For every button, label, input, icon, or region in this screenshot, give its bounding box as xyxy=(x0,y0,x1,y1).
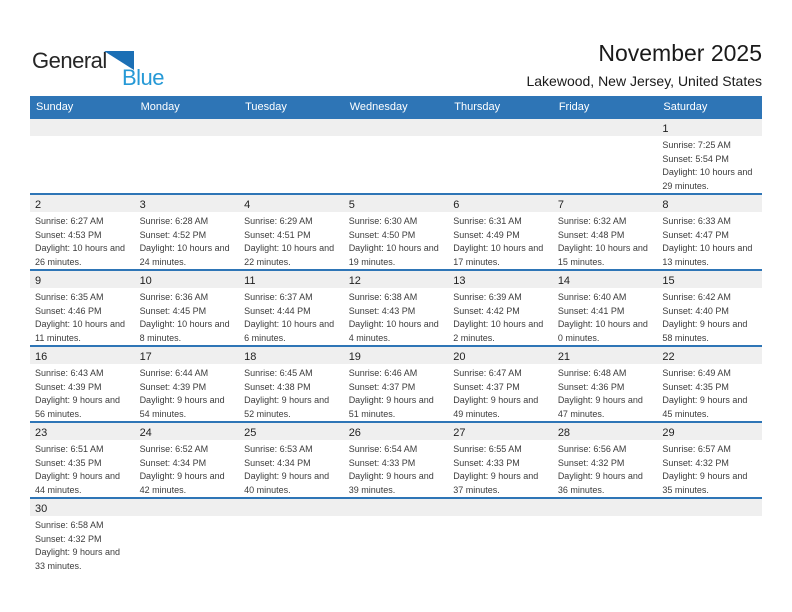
day-cell-details xyxy=(30,364,135,421)
daylight-text: Daylight: 9 hours and 37 minutes. xyxy=(453,471,539,495)
daylight-text: Daylight: 10 hours and 17 minutes. xyxy=(453,243,544,267)
calendar-empty-cell xyxy=(553,118,658,194)
daylight-text: Daylight: 10 hours and 15 minutes. xyxy=(557,243,648,267)
day-cell-details xyxy=(553,364,658,421)
daylight-text: Daylight: 10 hours and 29 minutes. xyxy=(662,167,753,191)
day-cell-details xyxy=(448,288,553,345)
sunset-text: Sunset: 4:33 PM xyxy=(348,457,416,468)
sunrise-text: Sunrise: 6:42 AM xyxy=(662,292,731,302)
daylight-text: Daylight: 9 hours and 54 minutes. xyxy=(139,395,225,419)
calendar-empty-cell xyxy=(135,498,240,582)
calendar-day-cell xyxy=(657,270,762,346)
calendar-day-cell xyxy=(553,422,658,498)
sunset-text: Sunset: 4:36 PM xyxy=(557,381,625,392)
day-number-strip xyxy=(239,347,344,364)
calendar-day-cell xyxy=(135,270,240,346)
day-number: 12 xyxy=(348,275,361,287)
calendar-day-cell xyxy=(553,194,658,270)
calendar-week-row xyxy=(30,270,762,346)
day-number-strip xyxy=(553,347,658,364)
day-cell-details xyxy=(344,212,449,269)
calendar-day-cell xyxy=(657,194,762,270)
daylight-text: Daylight: 10 hours and 26 minutes. xyxy=(35,243,126,267)
calendar-week-row xyxy=(30,194,762,270)
day-cell-details xyxy=(30,288,135,345)
day-number: 3 xyxy=(139,199,146,211)
day-number-strip xyxy=(448,119,553,136)
sunrise-text: Sunrise: 6:38 AM xyxy=(348,292,418,302)
day-number: 4 xyxy=(244,199,251,211)
sunrise-text: Sunrise: 6:53 AM xyxy=(244,444,313,454)
sunset-text: Sunset: 4:46 PM xyxy=(35,305,102,316)
sunrise-text: Sunrise: 6:32 AM xyxy=(557,216,627,226)
daylight-text: Daylight: 10 hours and 22 minutes. xyxy=(244,243,335,267)
calendar-day-cell xyxy=(553,270,658,346)
day-cell-details xyxy=(553,288,658,345)
weekday-header-friday: Friday xyxy=(553,96,658,118)
sunrise-text: Sunrise: 6:35 AM xyxy=(35,292,104,302)
day-cell-details xyxy=(135,288,240,345)
sunset-text: Sunset: 4:51 PM xyxy=(244,229,311,240)
daylight-text: Daylight: 9 hours and 49 minutes. xyxy=(453,395,539,419)
sunset-text: Sunset: 4:49 PM xyxy=(453,229,520,240)
day-number: 5 xyxy=(348,199,355,211)
calendar-week-row xyxy=(30,498,762,582)
weekday-header-sunday: Sunday xyxy=(30,96,135,118)
day-number-strip xyxy=(239,423,344,440)
day-number-strip xyxy=(344,347,449,364)
day-number: 15 xyxy=(662,275,675,287)
calendar-day-cell xyxy=(239,422,344,498)
sunrise-text: Sunrise: 6:49 AM xyxy=(662,368,731,378)
daylight-text: Daylight: 10 hours and 6 minutes. xyxy=(244,319,335,343)
daylight-text: Daylight: 9 hours and 35 minutes. xyxy=(662,471,748,495)
sunrise-text: Sunrise: 6:58 AM xyxy=(35,520,104,530)
day-number: 2 xyxy=(35,199,42,211)
daylight-text: Daylight: 10 hours and 0 minutes. xyxy=(557,319,648,343)
day-number: 25 xyxy=(244,427,257,439)
daylight-text: Daylight: 9 hours and 45 minutes. xyxy=(662,395,748,419)
day-number-strip xyxy=(135,119,240,136)
day-number-strip xyxy=(553,195,658,212)
day-number-strip xyxy=(553,119,658,136)
day-number-strip xyxy=(553,499,658,516)
calendar-day-cell xyxy=(135,422,240,498)
daylight-text: Daylight: 9 hours and 36 minutes. xyxy=(557,471,643,495)
daylight-text: Daylight: 10 hours and 8 minutes. xyxy=(139,319,230,343)
page-header xyxy=(0,0,792,96)
sunrise-text: Sunrise: 6:54 AM xyxy=(348,444,418,454)
day-number-strip xyxy=(448,499,553,516)
calendar-week-row xyxy=(30,118,762,194)
calendar-day-cell xyxy=(448,346,553,422)
daylight-text: Daylight: 10 hours and 4 minutes. xyxy=(348,319,439,343)
daylight-text: Daylight: 9 hours and 33 minutes. xyxy=(35,547,121,571)
calendar-day-cell xyxy=(30,194,135,270)
calendar-empty-cell xyxy=(135,118,240,194)
calendar-day-cell xyxy=(344,422,449,498)
day-number-strip xyxy=(657,499,762,516)
day-number: 23 xyxy=(35,427,48,439)
day-number-strip xyxy=(344,195,449,212)
day-cell-details xyxy=(657,212,762,269)
weekday-header-saturday: Saturday xyxy=(657,96,762,118)
day-number: 18 xyxy=(244,351,257,363)
sunset-text: Sunset: 4:44 PM xyxy=(244,305,311,316)
sunrise-text: Sunrise: 6:44 AM xyxy=(139,368,209,378)
sunrise-text: Sunrise: 6:39 AM xyxy=(453,292,522,302)
weekday-header-monday: Monday xyxy=(135,96,240,118)
calendar-day-cell xyxy=(239,194,344,270)
day-number-strip xyxy=(239,271,344,288)
day-number-strip xyxy=(657,195,762,212)
sunset-text: Sunset: 4:50 PM xyxy=(348,229,416,240)
calendar-day-cell xyxy=(344,346,449,422)
sunrise-text: Sunrise: 6:47 AM xyxy=(453,368,522,378)
day-number-strip xyxy=(135,347,240,364)
sunrise-text: Sunrise: 6:57 AM xyxy=(662,444,731,454)
day-number: 7 xyxy=(557,199,564,211)
calendar-day-cell xyxy=(553,346,658,422)
sunset-text: Sunset: 4:52 PM xyxy=(139,229,207,240)
calendar-day-cell xyxy=(657,118,762,194)
weekday-header-tuesday: Tuesday xyxy=(239,96,344,118)
day-number-strip xyxy=(135,271,240,288)
day-number: 30 xyxy=(35,503,48,515)
sunset-text: Sunset: 4:38 PM xyxy=(244,381,311,392)
calendar-week-row xyxy=(30,422,762,498)
day-cell-details xyxy=(135,440,240,497)
sunrise-text: Sunrise: 6:33 AM xyxy=(662,216,731,226)
sunset-text: Sunset: 4:48 PM xyxy=(557,229,625,240)
day-number: 28 xyxy=(557,427,571,439)
calendar-table xyxy=(30,96,762,582)
sunset-text: Sunset: 4:33 PM xyxy=(453,457,520,468)
day-cell-details xyxy=(657,136,762,193)
calendar-empty-cell xyxy=(30,118,135,194)
day-cell-details xyxy=(239,440,344,497)
sunrise-text: Sunrise: 6:37 AM xyxy=(244,292,313,302)
daylight-text: Daylight: 10 hours and 19 minutes. xyxy=(348,243,439,267)
day-number: 27 xyxy=(453,427,466,439)
sunrise-text: Sunrise: 6:30 AM xyxy=(348,216,418,226)
logo-text-blue: Blue xyxy=(121,65,164,90)
day-number-strip xyxy=(657,347,762,364)
day-number-strip xyxy=(553,423,658,440)
day-cell-details xyxy=(30,440,135,497)
sunset-text: Sunset: 4:37 PM xyxy=(348,381,416,392)
day-cell-details xyxy=(30,212,135,269)
day-number: 21 xyxy=(557,351,571,363)
day-cell-details xyxy=(135,364,240,421)
sunset-text: Sunset: 4:32 PM xyxy=(662,457,729,468)
sunrise-text: Sunrise: 6:29 AM xyxy=(244,216,313,226)
weekday-header-thursday: Thursday xyxy=(448,96,553,118)
calendar-empty-cell xyxy=(448,498,553,582)
daylight-text: Daylight: 9 hours and 56 minutes. xyxy=(35,395,121,419)
day-cell-details xyxy=(657,288,762,345)
weekday-header xyxy=(30,96,762,118)
sunrise-text: Sunrise: 7:25 AM xyxy=(662,140,731,150)
day-number: 20 xyxy=(453,351,466,363)
day-number: 11 xyxy=(244,275,256,287)
day-number: 26 xyxy=(348,427,361,439)
day-number-strip xyxy=(239,195,344,212)
day-number: 6 xyxy=(453,199,460,211)
sunset-text: Sunset: 4:42 PM xyxy=(453,305,520,316)
daylight-text: Daylight: 10 hours and 11 minutes. xyxy=(35,319,126,343)
day-cell-details xyxy=(553,440,658,497)
daylight-text: Daylight: 10 hours and 24 minutes. xyxy=(139,243,230,267)
sunrise-text: Sunrise: 6:55 AM xyxy=(453,444,522,454)
day-number: 9 xyxy=(35,275,42,287)
daylight-text: Daylight: 9 hours and 39 minutes. xyxy=(348,471,434,495)
day-number-strip xyxy=(448,347,553,364)
day-number-strip xyxy=(30,347,135,364)
day-cell-details xyxy=(239,364,344,421)
calendar-day-cell xyxy=(448,422,553,498)
day-cell-details xyxy=(344,440,449,497)
sunset-text: Sunset: 4:34 PM xyxy=(244,457,311,468)
calendar-day-cell xyxy=(344,270,449,346)
sunrise-text: Sunrise: 6:45 AM xyxy=(244,368,313,378)
sunrise-text: Sunrise: 6:51 AM xyxy=(35,444,104,454)
daylight-text: Daylight: 9 hours and 58 minutes. xyxy=(662,319,748,343)
sunrise-text: Sunrise: 6:31 AM xyxy=(453,216,522,226)
day-cell-details xyxy=(448,440,553,497)
sunrise-text: Sunrise: 6:36 AM xyxy=(139,292,209,302)
location-subtitle: Lakewood, New Jersey, United States xyxy=(526,73,762,89)
day-cell-details xyxy=(344,364,449,421)
day-number-strip xyxy=(30,423,135,440)
calendar-day-cell xyxy=(239,346,344,422)
calendar-day-cell xyxy=(30,270,135,346)
sunrise-text: Sunrise: 6:28 AM xyxy=(139,216,209,226)
calendar-empty-cell xyxy=(344,118,449,194)
day-number: 17 xyxy=(139,351,152,363)
daylight-text: Daylight: 10 hours and 13 minutes. xyxy=(662,243,753,267)
day-cell-details xyxy=(657,364,762,421)
sunset-text: Sunset: 4:43 PM xyxy=(348,305,416,316)
sunrise-text: Sunrise: 6:52 AM xyxy=(139,444,209,454)
day-number-strip xyxy=(30,119,135,136)
sunset-text: Sunset: 4:32 PM xyxy=(557,457,625,468)
calendar-day-cell xyxy=(30,346,135,422)
calendar-day-cell xyxy=(30,422,135,498)
sunset-text: Sunset: 4:53 PM xyxy=(35,229,102,240)
day-number-strip xyxy=(135,423,240,440)
day-number-strip xyxy=(239,119,344,136)
day-number-strip xyxy=(344,423,449,440)
sunset-text: Sunset: 4:34 PM xyxy=(139,457,207,468)
day-number-strip xyxy=(239,499,344,516)
day-number-strip xyxy=(448,423,553,440)
day-cell-details xyxy=(344,288,449,345)
sunset-text: Sunset: 4:40 PM xyxy=(662,305,729,316)
day-number-strip xyxy=(657,119,762,136)
day-number-strip xyxy=(30,271,135,288)
sunrise-text: Sunrise: 6:46 AM xyxy=(348,368,418,378)
calendar-empty-cell xyxy=(239,118,344,194)
calendar-day-cell xyxy=(657,422,762,498)
day-number-strip xyxy=(344,499,449,516)
calendar-empty-cell xyxy=(553,498,658,582)
calendar-empty-cell xyxy=(448,118,553,194)
sunset-text: Sunset: 4:45 PM xyxy=(139,305,207,316)
calendar-day-cell xyxy=(30,498,135,582)
day-number: 24 xyxy=(139,427,152,439)
day-number-strip xyxy=(448,195,553,212)
day-number: 19 xyxy=(348,351,361,363)
calendar-day-cell xyxy=(135,346,240,422)
day-number-strip xyxy=(448,271,553,288)
day-number-strip xyxy=(135,499,240,516)
logo-text-general: General xyxy=(32,48,107,73)
weekday-header-wednesday: Wednesday xyxy=(344,96,449,118)
sunset-text: Sunset: 4:32 PM xyxy=(35,533,102,544)
general-blue-logo xyxy=(32,50,164,89)
page-title: November 2025 xyxy=(598,40,762,66)
day-number: 8 xyxy=(662,199,669,211)
daylight-text: Daylight: 10 hours and 2 minutes. xyxy=(453,319,544,343)
sunset-text: Sunset: 4:39 PM xyxy=(139,381,207,392)
day-cell-details xyxy=(30,516,135,573)
sunrise-text: Sunrise: 6:43 AM xyxy=(35,368,104,378)
calendar-empty-cell xyxy=(239,498,344,582)
calendar-day-cell xyxy=(657,346,762,422)
sunset-text: Sunset: 4:35 PM xyxy=(35,457,102,468)
day-number: 22 xyxy=(662,351,675,363)
day-number: 10 xyxy=(139,275,152,287)
day-number-strip xyxy=(657,423,762,440)
sunrise-text: Sunrise: 6:48 AM xyxy=(557,368,627,378)
calendar-body xyxy=(30,118,762,582)
day-number-strip xyxy=(344,119,449,136)
day-cell-details xyxy=(239,288,344,345)
calendar-week-row xyxy=(30,346,762,422)
sunset-text: Sunset: 5:54 PM xyxy=(662,153,729,164)
day-cell-details xyxy=(135,212,240,269)
sunset-text: Sunset: 4:47 PM xyxy=(662,229,729,240)
day-number-strip xyxy=(344,271,449,288)
daylight-text: Daylight: 9 hours and 47 minutes. xyxy=(557,395,643,419)
calendar-day-cell xyxy=(344,194,449,270)
calendar-empty-cell xyxy=(344,498,449,582)
title-block xyxy=(526,40,762,89)
day-number: 29 xyxy=(662,427,675,439)
day-cell-details xyxy=(448,364,553,421)
day-number: 1 xyxy=(662,123,669,135)
calendar-day-cell xyxy=(239,270,344,346)
daylight-text: Daylight: 9 hours and 52 minutes. xyxy=(244,395,330,419)
day-number-strip xyxy=(30,499,135,516)
calendar-day-cell xyxy=(135,194,240,270)
weekday-header-row xyxy=(30,96,762,118)
day-cell-details xyxy=(448,212,553,269)
sunset-text: Sunset: 4:35 PM xyxy=(662,381,729,392)
calendar-empty-cell xyxy=(657,498,762,582)
day-number: 14 xyxy=(557,275,571,287)
daylight-text: Daylight: 9 hours and 44 minutes. xyxy=(35,471,121,495)
day-number: 13 xyxy=(453,275,466,287)
day-number-strip xyxy=(135,195,240,212)
day-number: 16 xyxy=(35,351,48,363)
day-cell-details xyxy=(657,440,762,497)
sunrise-text: Sunrise: 6:40 AM xyxy=(557,292,627,302)
sunset-text: Sunset: 4:41 PM xyxy=(557,305,625,316)
day-cell-details xyxy=(553,212,658,269)
daylight-text: Daylight: 9 hours and 40 minutes. xyxy=(244,471,330,495)
day-number-strip xyxy=(553,271,658,288)
day-cell-details xyxy=(239,212,344,269)
daylight-text: Daylight: 9 hours and 42 minutes. xyxy=(139,471,225,495)
day-number-strip xyxy=(30,195,135,212)
daylight-text: Daylight: 9 hours and 51 minutes. xyxy=(348,395,434,419)
calendar-day-cell xyxy=(448,270,553,346)
day-number-strip xyxy=(657,271,762,288)
sunset-text: Sunset: 4:39 PM xyxy=(35,381,102,392)
calendar-day-cell xyxy=(448,194,553,270)
sunrise-text: Sunrise: 6:56 AM xyxy=(557,444,627,454)
sunrise-text: Sunrise: 6:27 AM xyxy=(35,216,104,226)
sunset-text: Sunset: 4:37 PM xyxy=(453,381,520,392)
